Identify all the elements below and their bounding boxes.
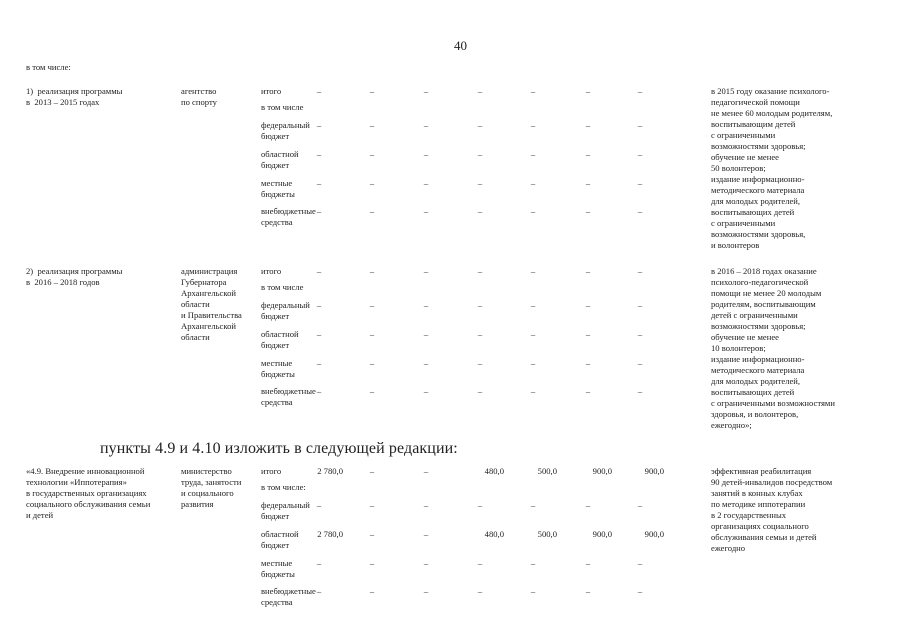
row3-value-cell: – (477, 586, 483, 596)
row1-value-cell: – (477, 149, 483, 159)
row2-value-cell: – (585, 358, 591, 368)
row1-value-cell: – (369, 120, 375, 130)
row2-funding-label: внебюджетные средства (261, 386, 316, 407)
row1-value-cell: – (477, 206, 483, 216)
row3-value-cell: – (369, 529, 375, 539)
row3-value-cell: – (423, 500, 429, 510)
row2-funding-label: в том числе (261, 282, 304, 292)
row2-value-cell: – (316, 266, 322, 276)
row1-value-cell: – (585, 149, 591, 159)
row1-value-cell: – (477, 120, 483, 130)
row3-value-cell: – (369, 500, 375, 510)
row2-funding-label: местные бюджеты (261, 358, 295, 379)
row1-value-cell: – (316, 178, 322, 188)
row1-value-cell: – (423, 178, 429, 188)
row2-value-cell: – (585, 329, 591, 339)
row1-value-cell: – (637, 149, 643, 159)
row2-executor: администрация Губернатора Архангельской области и Правительства Архангельской области (181, 266, 242, 342)
row1-value-cell: – (530, 206, 536, 216)
row1-value-cell: – (423, 149, 429, 159)
row1-value-cell: – (585, 120, 591, 130)
row1-value-cell: – (477, 86, 483, 96)
row1-value-cell: – (423, 206, 429, 216)
row2-value-cell: – (637, 358, 643, 368)
row3-value-cell: 480,0 (484, 466, 504, 476)
row2-value-cell: – (423, 329, 429, 339)
row1-value-cell: – (585, 206, 591, 216)
row2-funding-label: областной бюджет (261, 329, 299, 350)
row2-value-cell: – (637, 300, 643, 310)
row3-value-cell: – (316, 500, 322, 510)
row2-value-cell: – (530, 329, 536, 339)
row3-value-cell: – (585, 558, 591, 568)
row3-value-cell: – (423, 558, 429, 568)
row3-value-cell: – (423, 586, 429, 596)
row3-value-cell: 500,0 (537, 466, 557, 476)
row2-value-cell: – (423, 386, 429, 396)
row3-result: эффективная реабилитация 90 детей-инвалидов посредством занятий в конных клубах по методике иппотерапии в 2 государственных организациях социального обслуживания семьи и детей ежегодно (711, 466, 833, 553)
row2-value-cell: – (530, 300, 536, 310)
row1-funding-label: в том числе (261, 102, 304, 112)
row1-value-cell: – (530, 120, 536, 130)
row1-value-cell: – (369, 86, 375, 96)
row2-value-cell: – (477, 300, 483, 310)
row1-funding-label: внебюджетные средства (261, 206, 316, 227)
row1-value-cell: – (316, 86, 322, 96)
row1-value-cell: – (316, 120, 322, 130)
row1-executor: агентство по спорту (181, 86, 217, 107)
row1-value-cell: – (316, 206, 322, 216)
row2-value-cell: – (637, 329, 643, 339)
row3-value-cell: 500,0 (537, 529, 557, 539)
row3-value-cell: 900,0 (644, 466, 664, 476)
row3-value-cell: – (369, 466, 375, 476)
row2-value-cell: – (530, 358, 536, 368)
row2-value-cell: – (477, 329, 483, 339)
row1-value-cell: – (423, 86, 429, 96)
row1-value-cell: – (530, 149, 536, 159)
row1-funding-label: областной бюджет (261, 149, 299, 170)
row2-name: 2) реализация программы в 2016 – 2018 годов (26, 266, 123, 287)
intro-text: в том числе: (26, 62, 71, 72)
row2-value-cell: – (477, 386, 483, 396)
row2-value-cell: – (423, 358, 429, 368)
row2-value-cell: – (369, 266, 375, 276)
row2-value-cell: – (477, 358, 483, 368)
row1-value-cell: – (637, 206, 643, 216)
row3-value-cell: – (369, 558, 375, 568)
row3-value-cell: 2 780,0 (317, 466, 343, 476)
row1-value-cell: – (530, 86, 536, 96)
row2-value-cell: – (369, 386, 375, 396)
row3-funding-label: внебюджетные средства (261, 586, 316, 607)
row1-funding-label: итого (261, 86, 282, 96)
row3-value-cell: – (423, 466, 429, 476)
row3-value-cell: – (477, 500, 483, 510)
row1-value-cell: – (423, 120, 429, 130)
row1-value-cell: – (530, 178, 536, 188)
row1-value-cell: – (369, 178, 375, 188)
row3-funding-label: местные бюджеты (261, 558, 295, 579)
row1-value-cell: – (637, 178, 643, 188)
section-heading: пункты 4.9 и 4.10 изложить в следующей редакции: (100, 440, 458, 457)
row2-value-cell: – (316, 386, 322, 396)
row1-value-cell: – (585, 86, 591, 96)
row1-funding-label: местные бюджеты (261, 178, 295, 199)
row2-value-cell: – (316, 358, 322, 368)
row3-value-cell: – (369, 586, 375, 596)
row3-value-cell: 900,0 (592, 529, 612, 539)
row3-value-cell: 900,0 (644, 529, 664, 539)
row3-executor: министерство труда, занятости и социального развития (181, 466, 242, 509)
row1-value-cell: – (585, 178, 591, 188)
row3-value-cell: 480,0 (484, 529, 504, 539)
row2-funding-label: итого (261, 266, 282, 276)
row2-value-cell: – (369, 358, 375, 368)
row1-value-cell: – (477, 178, 483, 188)
row1-value-cell: – (369, 149, 375, 159)
row3-value-cell: – (530, 558, 536, 568)
row3-value-cell: – (637, 558, 643, 568)
row1-value-cell: – (637, 86, 643, 96)
row3-value-cell: – (316, 586, 322, 596)
row2-value-cell: – (585, 266, 591, 276)
row2-value-cell: – (585, 300, 591, 310)
row3-funding-label: итого (261, 466, 282, 476)
row3-value-cell: – (477, 558, 483, 568)
row3-funding-label: областной бюджет (261, 529, 299, 550)
row3-value-cell: – (423, 529, 429, 539)
row2-value-cell: – (477, 266, 483, 276)
row3-value-cell: – (637, 500, 643, 510)
row2-value-cell: – (423, 266, 429, 276)
row2-value-cell: – (369, 329, 375, 339)
row2-value-cell: – (369, 300, 375, 310)
row3-value-cell: 2 780,0 (317, 529, 343, 539)
row3-value-cell: – (530, 500, 536, 510)
row2-value-cell: – (637, 386, 643, 396)
row1-value-cell: – (637, 120, 643, 130)
page-number: 40 (454, 38, 467, 53)
row2-result: в 2016 – 2018 годах оказание психолого-педагогической помощи не менее 20 молодым родителям, воспитывающим детей с ограниченными возможностями здоровья; обучение не менее 10 волонтеров; издание информационно- методического материала для молодых родителей, воспитывающих детей с ограниченными возможностями здоровья, и волонтеров, ежегодно»; (711, 266, 835, 430)
row3-value-cell: – (530, 586, 536, 596)
row3-value-cell: 900,0 (592, 466, 612, 476)
row3-value-cell: – (637, 586, 643, 596)
row2-value-cell: – (423, 300, 429, 310)
row2-value-cell: – (585, 386, 591, 396)
row1-value-cell: – (369, 206, 375, 216)
row3-value-cell: – (316, 558, 322, 568)
row1-result: в 2015 году оказание психолого- педагогической помощи не менее 60 молодым родителям, воспитывающим детей с ограниченными возможностями здоровья; обучение не менее 50 волонтеров; издание информационно- методического материала для молодых родителей, воспитывающих детей с ограниченными возможностями здоровья, и волонтеров (711, 86, 833, 250)
row3-value-cell: – (585, 500, 591, 510)
row2-value-cell: – (637, 266, 643, 276)
row2-funding-label: федеральный бюджет (261, 300, 310, 321)
row2-value-cell: – (530, 266, 536, 276)
row3-value-cell: – (585, 586, 591, 596)
row3-name: «4.9. Внедрение инновационной технологии «Иппотерапия» в государственных организациях социального обслуживания семьи и детей (26, 466, 151, 520)
row2-value-cell: – (530, 386, 536, 396)
row1-funding-label: федеральный бюджет (261, 120, 310, 141)
row2-value-cell: – (316, 329, 322, 339)
row1-value-cell: – (316, 149, 322, 159)
row2-value-cell: – (316, 300, 322, 310)
row1-name: 1) реализация программы в 2013 – 2015 годах (26, 86, 123, 107)
row3-funding-label: федеральный бюджет (261, 500, 310, 521)
row3-funding-label: в том числе: (261, 482, 306, 492)
